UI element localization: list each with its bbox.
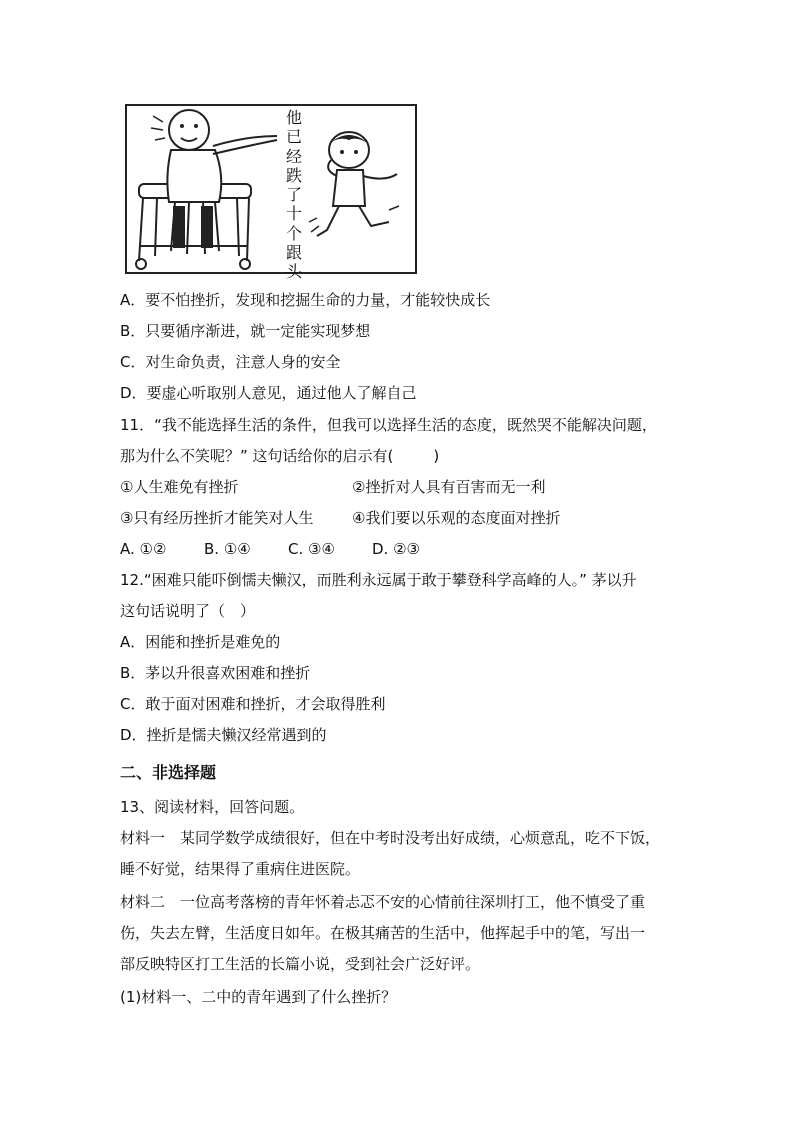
q12-option-c: C．敢于面对困难和挫折，才会取得胜利 xyxy=(120,695,386,713)
speech-char: 跟 xyxy=(285,243,302,263)
q11-choice-c: C. ③④ xyxy=(288,540,335,558)
q11-choice-d: D. ②③ xyxy=(372,540,420,558)
q11-stem-line2 xyxy=(120,446,439,466)
q11-statement-1: ①人生难免有挫折 xyxy=(120,478,239,496)
q13-intro: 13、阅读材料，回答问题。 xyxy=(120,798,305,816)
speech-char: 了 xyxy=(285,185,302,205)
q13-material2-line1: 材料二 一位高考落榜的青年怀着忐忑不安的心情前往深圳打工，他不慎受了重 xyxy=(120,893,646,911)
q11-statements-row2 xyxy=(120,508,560,528)
speech-char: 头 xyxy=(285,262,302,282)
speech-char: 经 xyxy=(285,146,302,166)
q12-option-b: B．茅以升很喜欢困难和挫折 xyxy=(120,664,311,682)
cartoon-speech-text xyxy=(283,108,305,282)
cartoon-illustration xyxy=(125,104,417,274)
q12-option-a: A．困能和挫折是难免的 xyxy=(120,633,281,651)
speech-char: 已 xyxy=(285,127,302,147)
q12-stem-line1: 12.“困难只能吓倒懦夫懒汉，而胜利永远属于敢于攀登科学高峰的人。” 茅以升 xyxy=(120,571,637,589)
q11-choice-a: A. ①② xyxy=(120,540,167,558)
q11-stem-line1: 11．“我不能选择生活的条件，但我可以选择生活的态度，既然哭不能解决问题， xyxy=(120,416,657,434)
q11-choice-b: B. ①④ xyxy=(204,540,251,558)
q13-material2-line2: 伤，失去左臂，生活度日如年。在极其痛苦的生活中，他挥起手中的笔，写出一 xyxy=(120,924,646,942)
cartoon-drawing xyxy=(127,106,415,272)
speech-char: 个 xyxy=(285,223,302,243)
speech-char: 跌 xyxy=(285,165,302,185)
q12-stem-line2: 这句话说明了（ ） xyxy=(120,602,256,620)
speech-char: 他 xyxy=(285,108,302,127)
q11-statement-3: ③只有经历挫折才能笑对人生 xyxy=(120,509,314,527)
q10-option-b: B．只要循序渐进，就一定能实现梦想 xyxy=(120,322,371,340)
q12-option-d: D．挫折是懦夫懒汉经常遇到的 xyxy=(120,726,327,744)
q11-statement-4: ④我们要以乐观的态度面对挫折 xyxy=(352,509,561,527)
q10-option-d: D．要虚心听取别人意见，通过他人了解自己 xyxy=(120,384,417,402)
speech-char: 十 xyxy=(285,204,302,224)
q13-subquestion-1: (1)材料一、二中的青年遇到了什么挫折？ xyxy=(120,988,397,1006)
q13-material1-line1: 材料一 某同学数学成绩很好，但在中考时没考出好成绩，心烦意乱，吃不下饭， xyxy=(120,829,661,847)
q13-material2-line3: 部反映特区打工生活的长篇小说，受到社会广泛好评。 xyxy=(120,955,481,973)
q11-stem-text: 那为什么不笑呢？” 这句话给你的启示有( xyxy=(120,447,394,465)
q11-stem-close: ) xyxy=(433,447,440,465)
q10-option-c: C．对生命负责，注意人身的安全 xyxy=(120,353,341,371)
q11-statement-2: ②挫折对人具有百害而无一利 xyxy=(352,478,546,496)
q10-option-a: A．要不怕挫折，发现和挖掘生命的力量，才能较快成长 xyxy=(120,291,491,309)
q11-statements-row1 xyxy=(120,477,545,497)
q13-material1-line2: 睡不好觉，结果得了重病住进医院。 xyxy=(120,860,361,878)
section-heading: 二、非选择题 xyxy=(120,763,217,782)
q11-choices xyxy=(120,539,420,559)
